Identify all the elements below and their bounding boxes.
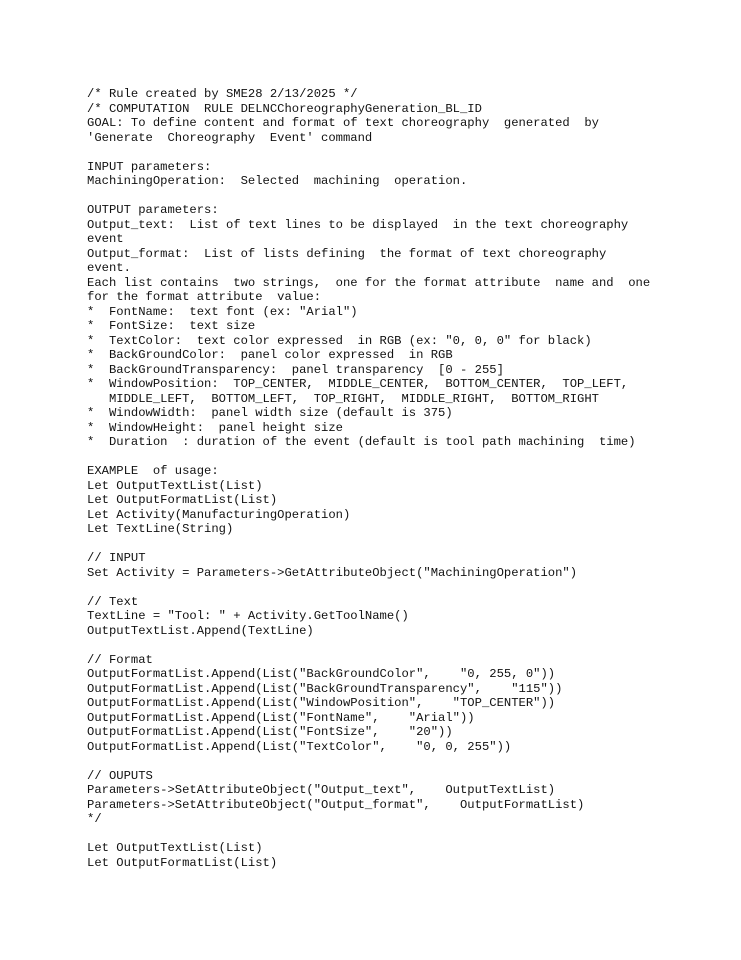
code-line: Let OutputFormatList(List) (87, 855, 278, 870)
code-line: Output_format: List of lists defining the format of text choreography (87, 246, 607, 261)
code-line: /* COMPUTATION RULE DELNCChoreographyGeneration_BL_ID (87, 101, 482, 116)
code-line: * WindowPosition: TOP_CENTER, MIDDLE_CENTER, BOTTOM_CENTER, TOP_LEFT, (87, 377, 629, 391)
code-line: Set Activity = Parameters->GetAttributeObject("MachiningOperation") (87, 565, 578, 580)
code-line: OutputFormatList.Append(List("TextColor", "0, 0, 255")) (87, 739, 512, 754)
code-line: MIDDLE_LEFT, BOTTOM_LEFT, TOP_RIGHT, MIDDLE_RIGHT, BOTTOM_RIGHT (87, 391, 599, 406)
code-line: GOAL: To define content and format of text choreography generated by (87, 116, 599, 130)
code-line: 'Generate Choreography Event' command (87, 130, 373, 145)
code-line: * BackGroundColor: panel color expressed in RGB (87, 348, 453, 362)
code-line: /* Rule created by SME28 2/13/2025 */ (87, 87, 358, 101)
code-line: event. (87, 261, 131, 275)
code-line: * WindowHeight: panel height size (87, 420, 343, 435)
code-line: Let OutputTextList(List) (87, 478, 263, 493)
code-line (87, 189, 650, 204)
code-line: INPUT parameters: (87, 159, 212, 174)
code-line: OUTPUT parameters: (87, 203, 219, 217)
code-line: Each list contains two strings, one for the format attribute name and one (87, 275, 651, 290)
code-line (87, 145, 650, 160)
code-line: Let OutputTextList(List) (87, 841, 263, 855)
rule-source-code (87, 87, 650, 870)
code-line (87, 754, 650, 769)
code-line: // INPUT (87, 551, 146, 565)
code-line: */ (87, 812, 102, 826)
code-line: // Text (87, 594, 139, 609)
code-line: Let OutputFormatList(List) (87, 493, 278, 507)
code-line: OutputFormatList.Append(List("BackGroundTransparency", "115")) (87, 681, 563, 696)
code-line: for the format attribute value: (87, 290, 322, 304)
code-line (87, 450, 650, 465)
code-line (87, 638, 650, 653)
code-line: * FontName: text font (ex: "Arial") (87, 304, 358, 319)
code-line: * TextColor: text color expressed in RGB (ex: "0, 0, 0" for black) (87, 333, 592, 348)
code-line: * Duration : duration of the event (default is tool path machining time) (87, 435, 636, 449)
code-line: Parameters->SetAttributeObject("Output_text", OutputTextList) (87, 783, 556, 797)
code-line: Output_text: List of text lines to be displayed in the text choreography (87, 217, 629, 232)
code-line (87, 827, 650, 842)
code-line: OutputFormatList.Append(List("BackGroundColor", "0, 255, 0")) (87, 667, 556, 681)
code-line: Parameters->SetAttributeObject("Output_format", OutputFormatList) (87, 797, 585, 812)
code-line: Let TextLine(String) (87, 522, 234, 536)
code-line: OutputFormatList.Append(List("WindowPosition", "TOP_CENTER")) (87, 696, 556, 710)
code-line: EXAMPLE of usage: (87, 464, 219, 478)
code-line: event (87, 232, 124, 246)
code-line: OutputFormatList.Append(List("FontSize", "20")) (87, 725, 453, 739)
code-line: OutputFormatList.Append(List("FontName", "Arial")) (87, 710, 475, 725)
code-line: * WindowWidth: panel width size (default is 375) (87, 406, 453, 420)
code-line: OutputTextList.Append(TextLine) (87, 623, 314, 638)
code-line: // OUPUTS (87, 768, 153, 783)
code-line: TextLine = "Tool: " + Activity.GetToolName() (87, 609, 409, 623)
code-line (87, 537, 650, 552)
code-line: Let Activity(ManufacturingOperation) (87, 507, 351, 522)
code-line: * BackGroundTransparency: panel transparency [0 - 255] (87, 362, 504, 377)
code-line: * FontSize: text size (87, 319, 256, 333)
code-line: MachiningOperation: Selected machining operation. (87, 174, 468, 188)
code-line: // Format (87, 652, 153, 667)
code-line (87, 580, 650, 595)
